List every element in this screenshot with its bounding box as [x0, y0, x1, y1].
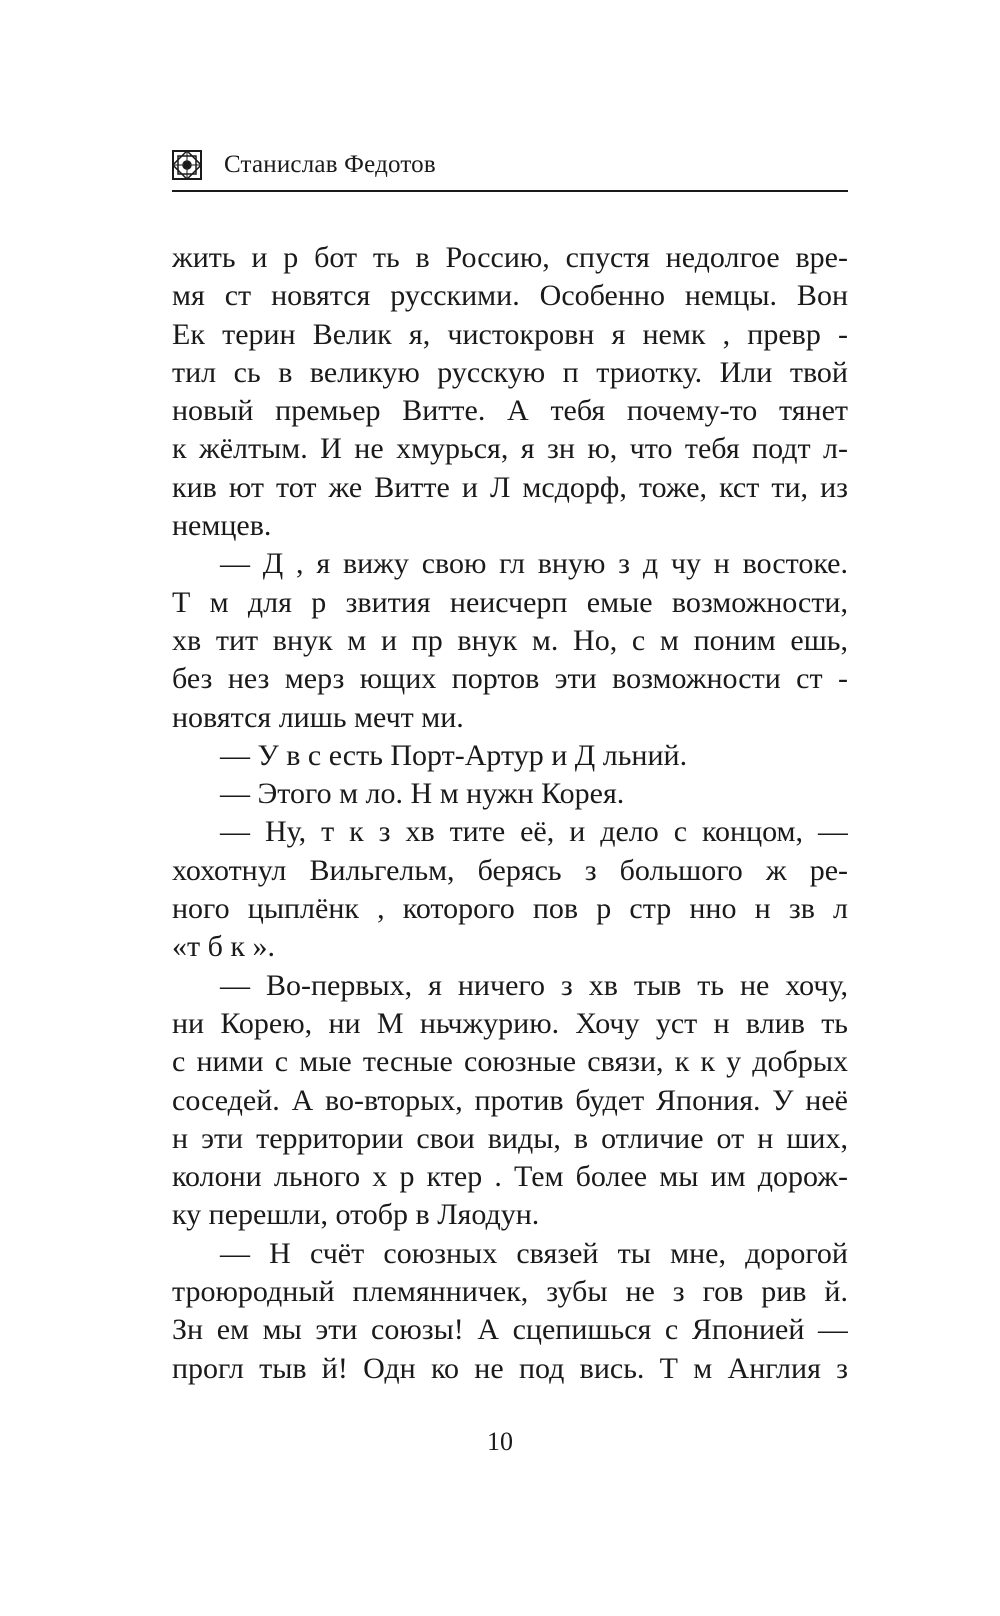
text-line: без нез мерз ющих портов эти возможности ст - [172, 662, 848, 696]
text-line: кив ют тот же Витте и Л мсдорф, тоже, кст ти, из [172, 470, 848, 504]
text-line: Т м для р звития неисчерп емые возможности, [172, 585, 848, 619]
text-line: — Этого м ло. Н м нужн Корея. [220, 777, 625, 811]
text-line: ни Корею, ни М ньчжурию. Хочу уст н влив ть [172, 1006, 848, 1040]
text-line: колони льного х р ктер . Тем более мы им дорож- [172, 1160, 848, 1194]
text-line: жить и р бот ть в Россию, спустя недолгое вре- [172, 241, 848, 274]
text-line: ку перешли, отобр в Ляодун. [172, 1198, 540, 1232]
text-line: — Н счёт союзных связей ты мне, дорогой [220, 1236, 848, 1270]
text-line: Ек терин Велик я, чистокровн я немк , превр - [172, 317, 848, 351]
celtic-knot-icon [172, 150, 202, 180]
text-line: немцев. [172, 509, 272, 543]
text-line: тил сь в великую русскую п триотку. Или твой [172, 355, 848, 389]
text-line: мя ст новятся русскими. Особенно немцы. Вон [172, 279, 848, 313]
text-line: троюродный племянничек, зубы не з гов рив й. [172, 1275, 848, 1309]
text-line: — Ну, т к з хв тите её, и дело с концом, — [220, 815, 848, 849]
author-name: Станислав Федотов [224, 151, 436, 178]
text-line: к жёлтым. И не хмурься, я зн ю, что тебя подт л- [172, 432, 848, 466]
page-number: 10 [487, 1427, 513, 1456]
text-line: — Д , я вижу свою гл вную з д чу н востоке. [220, 547, 848, 581]
text-line: хохотнул Вильгельм, берясь з большого ж ре- [172, 853, 848, 887]
text-line: н эти территории свои виды, в отличие от н ших, [172, 1121, 848, 1155]
text-line: хв тит внук м и пр внук м. Но, с м поним ешь, [172, 623, 848, 657]
running-header [172, 143, 848, 187]
text-line: прогл тыв й! Одн ко не под вись. Т м Англия з [172, 1351, 848, 1385]
text-line: соседей. А во-вторых, против будет Япония. У неё [172, 1083, 848, 1117]
text-line: новятся лишь мечт ми. [172, 700, 464, 734]
text-line: — У в с есть Порт-Артур и Д льний. [220, 738, 688, 772]
text-line: новый премьер Витте. А тебя почему-то тянет [172, 394, 848, 428]
page-body-text [172, 239, 848, 1388]
text-line: — Во-первых, я ничего з хв тыв ть не хочу, [220, 968, 848, 1002]
text-line: Зн ем мы эти союзы! А сцепишься с Японией — [172, 1313, 848, 1347]
text-line: «т б к ». [172, 930, 275, 964]
header-rule [172, 190, 848, 192]
text-line: с ними с мые тесные союзные связи, к к у добрых [172, 1045, 848, 1079]
text-line: ного цыплёнк , которого пов р стр нно н зв л [172, 892, 848, 926]
